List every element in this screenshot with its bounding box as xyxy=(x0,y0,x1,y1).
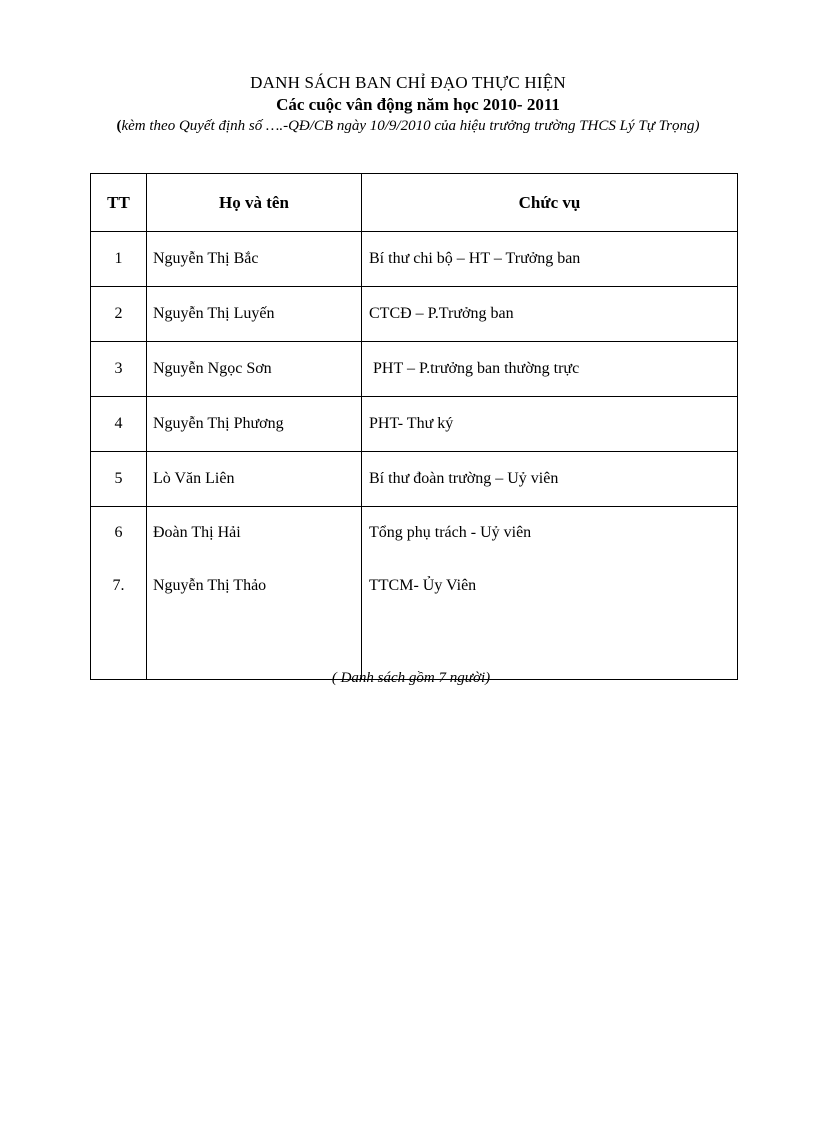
row-name: Đoàn Thị Hải xyxy=(153,524,241,541)
row-role: PHT- Thư ký xyxy=(362,397,738,452)
row-name: Nguyễn Thị Phương xyxy=(147,397,362,452)
table-row xyxy=(91,452,738,507)
note-open-paren: ( xyxy=(116,118,122,134)
column-header-name: Họ và tên xyxy=(147,174,362,232)
document-title: DANH SÁCH BAN CHỈ ĐẠO THỰC HIỆN xyxy=(250,73,566,92)
row-tt-stack xyxy=(91,507,147,680)
row-role: CTCĐ – P.Trưởng ban xyxy=(362,287,738,342)
column-header-tt: TT xyxy=(91,174,147,232)
row-tt: 1 xyxy=(91,232,147,287)
row-tt: 6 xyxy=(114,524,123,541)
table-row xyxy=(91,342,738,397)
row-name: Nguyễn Ngọc Sơn xyxy=(147,342,362,397)
row-name: Nguyễn Thị Bắc xyxy=(147,232,362,287)
column-header-role: Chức vụ xyxy=(362,174,738,232)
row-role-stack xyxy=(362,507,738,680)
row-name: Nguyễn Thị Luyến xyxy=(147,287,362,342)
row-role: Tổng phụ trách - Uỷ viên xyxy=(369,524,532,541)
table-row xyxy=(91,232,738,287)
row-tt: 3 xyxy=(91,342,147,397)
note-text: kèm theo Quyết định số ….-QĐ/CB ngày 10/9/2010 của hiệu trưởng trường THCS Lý Tự Trọng) xyxy=(121,118,700,134)
row-tt: 2 xyxy=(91,287,147,342)
table-row xyxy=(91,397,738,452)
row-tt: 7. xyxy=(112,577,125,594)
row-name-stack xyxy=(147,507,362,680)
row-role: TTCM- Ủy Viên xyxy=(369,577,477,594)
row-tt: 4 xyxy=(91,397,147,452)
table-header-row xyxy=(91,174,738,232)
row-name: Lò Văn Liên xyxy=(147,452,362,507)
row-role: PHT – P.trưởng ban thường trực xyxy=(362,342,738,397)
decision-note xyxy=(0,118,816,135)
committee-table xyxy=(90,173,738,680)
table-row-merged xyxy=(91,507,738,680)
row-role: Bí thư đoàn trường – Uỷ viên xyxy=(362,452,738,507)
document-subtitle: Các cuộc vân động năm học 2010- 2011 xyxy=(276,95,560,114)
row-tt: 5 xyxy=(91,452,147,507)
row-name: Nguyễn Thị Thảo xyxy=(153,577,267,594)
row-role: Bí thư chi bộ – HT – Trưởng ban xyxy=(362,232,738,287)
list-count-note: ( Danh sách gồm 7 người) xyxy=(331,670,491,686)
table-row xyxy=(91,287,738,342)
